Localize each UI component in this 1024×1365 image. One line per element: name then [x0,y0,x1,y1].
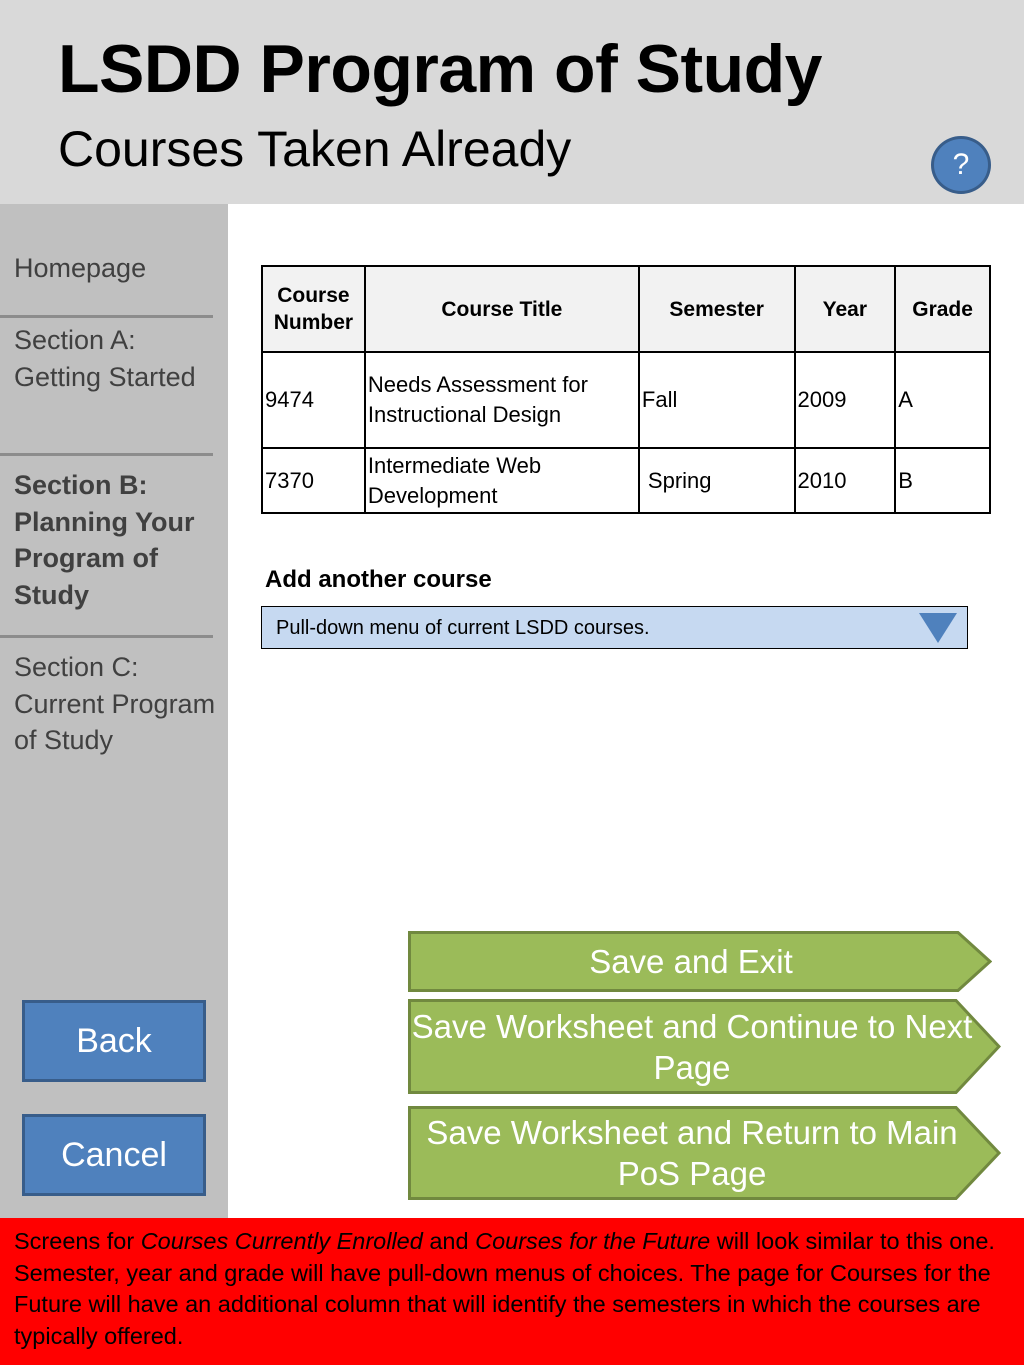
note-text: Screens for [14,1228,141,1254]
cell-course-number: 9474 [262,352,365,448]
save-and-exit-label: Save and Exit [589,943,793,980]
note-emphasis: Courses for the Future [475,1228,711,1254]
note-emphasis: Courses Currently Enrolled [140,1228,423,1254]
header-semester: Semester [639,266,795,352]
save-return-label: Save Worksheet and Return to Main PoS Page [426,1114,958,1192]
cell-course-number: 7370 [262,448,365,513]
sidebar-item-section-a[interactable]: Section A: Getting Started [14,325,196,392]
save-continue-label: Save Worksheet and Continue to Next Page [411,1007,973,1086]
table-header-row [262,266,990,352]
header-course-title: Course Title [365,266,639,352]
designer-note [0,1218,1024,1365]
table-row [262,448,990,513]
courses-table [261,265,991,514]
cell-year: 2009 [795,352,896,448]
sidebar-item-section-b[interactable]: Section B: Planning Your Program of Study [14,470,195,610]
dropdown-arrow-icon[interactable] [919,613,957,643]
cell-semester: Spring [639,448,795,513]
header-course-number: Course Number [262,266,365,352]
cell-year: 2010 [795,448,896,513]
save-and-exit-button[interactable] [408,931,992,992]
sidebar-divider [0,453,213,456]
header-grade: Grade [895,266,990,352]
back-button[interactable]: Back [22,1000,206,1082]
sidebar-item-homepage[interactable]: Homepage [14,253,147,283]
add-course-label: Add another course [265,566,492,593]
save-return-button[interactable] [408,1106,1001,1200]
designer-note-text [14,1226,1004,1352]
sidebar-divider [0,315,213,318]
cell-grade: A [895,352,990,448]
note-text: will look similar to this one. Semester, year and grade will have pull-down menus of choices. The page for Courses for the Future will have an additional column that will identify the semesters in which the courses are typically offered. [14,1228,995,1349]
sidebar [0,204,228,1218]
sidebar-item-section-c[interactable]: Section C: Current Program of Study [14,652,216,755]
page-subtitle: Courses Taken Already [58,121,572,177]
cell-course-title: Needs Assessment for Instructional Design [365,352,639,448]
course-dropdown[interactable] [261,606,968,649]
cell-semester: Fall [639,352,795,448]
header-year: Year [795,266,896,352]
save-continue-button[interactable] [408,999,1001,1094]
table-row [262,352,990,448]
cell-course-title: Intermediate Web Development [365,448,639,513]
course-dropdown-value: Pull-down menu of current LSDD courses. [276,617,650,639]
cancel-button[interactable]: Cancel [22,1114,206,1196]
page-header [0,0,1024,204]
cell-grade: B [895,448,990,513]
help-button[interactable]: ? [931,136,991,194]
note-text: and [422,1228,476,1254]
sidebar-divider [0,635,213,638]
page-title: LSDD Program of Study [58,31,822,107]
